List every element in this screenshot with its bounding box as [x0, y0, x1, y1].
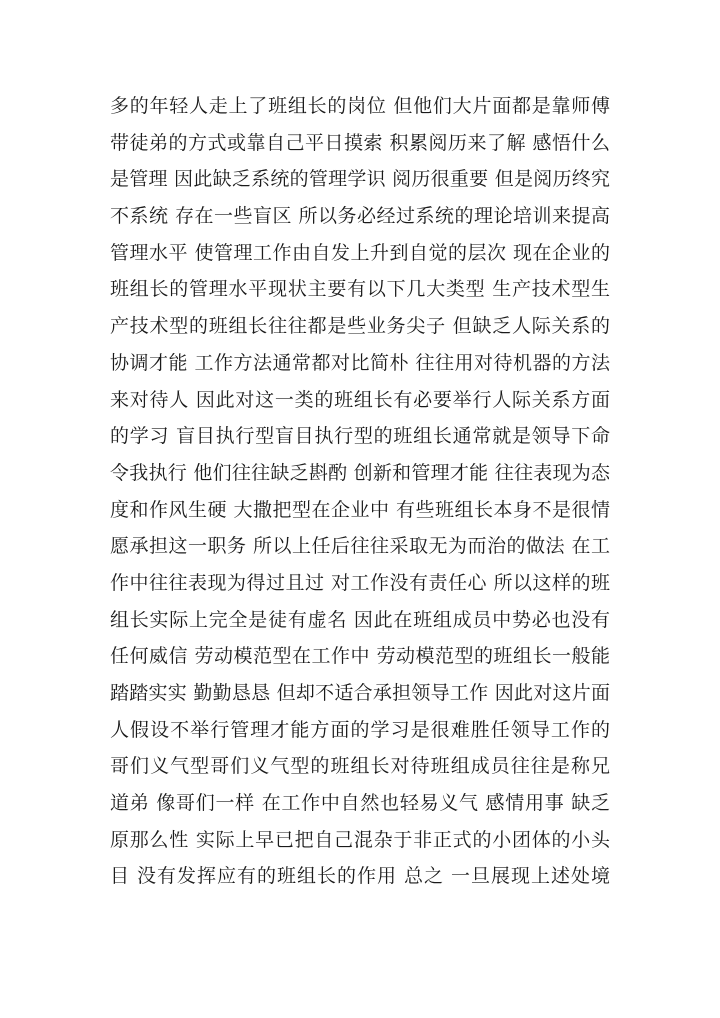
text-line: 是管理 因此缺乏系统的管理学识 阅历很重要 但是阅历终究 [110, 168, 610, 191]
text-line: 的学习 盲目执行型盲目执行型的班组长通常就是领导下命 [110, 425, 610, 448]
text-line: 协调才能 工作方法通常都对比简朴 往往用对待机器的方法 [110, 351, 610, 374]
text-line: 带徒弟的方式或靠自己平日摸索 积累阅历来了解 感悟什么 [110, 131, 610, 154]
text-line: 原那么性 实际上早已把自己混杂于非正式的小团体的小头 [110, 828, 610, 851]
text-line: 来对待人 因此对这一类的班组长有必要举行人际关系方面 [110, 388, 610, 411]
text-line: 人假设不举行管理才能方面的学习是很难胜任领导工作的 [110, 718, 610, 741]
text-line: 任何威信 劳动模范型在工作中 劳动模范型的班组长一般能 [110, 645, 610, 668]
text-line: 不系统 存在一些盲区 所以务必经过系统的理论培训来提高 [110, 205, 610, 228]
text-line: 令我执行 他们往往缺乏斟酌 创新和管理才能 往往表现为态 [110, 461, 610, 484]
text-line: 哥们义气型哥们义气型的班组长对待班组成员往往是称兄 [110, 755, 610, 778]
text-line: 多的年轻人走上了班组长的岗位 但他们大片面都是靠师傅 [110, 95, 610, 117]
text-line: 愿承担这一职务 所以上任后往往采取无为而治的做法 在工 [110, 535, 610, 558]
text-line: 产技术型的班组长往往都是些业务尖子 但缺乏人际关系的 [110, 315, 610, 338]
text-line: 道弟 像哥们一样 在工作中自然也轻易义气 感情用事 缺乏 [110, 792, 610, 815]
text-line: 作中往往表现为得过且过 对工作没有责任心 所以这样的班 [110, 571, 610, 594]
text-line: 度和作风生硬 大撒把型在企业中 有些班组长本身不是很情 [110, 498, 610, 521]
text-line: 目 没有发挥应有的班组长的作用 总之 一旦展现上述处境 [110, 865, 610, 888]
text-line: 班组长的管理水平现状主要有以下几大类型 生产技术型生 [110, 278, 610, 301]
text-line: 管理水平 使管理工作由自发上升到自觉的层次 现在企业的 [110, 241, 610, 264]
text-line: 组长实际上完全是徒有虚名 因此在班组成员中势必也没有 [110, 608, 610, 631]
text-line: 踏踏实实 勤勤恳恳 但却不适合承担领导工作 因此对这片面 [110, 682, 610, 704]
body-text [110, 88, 610, 895]
